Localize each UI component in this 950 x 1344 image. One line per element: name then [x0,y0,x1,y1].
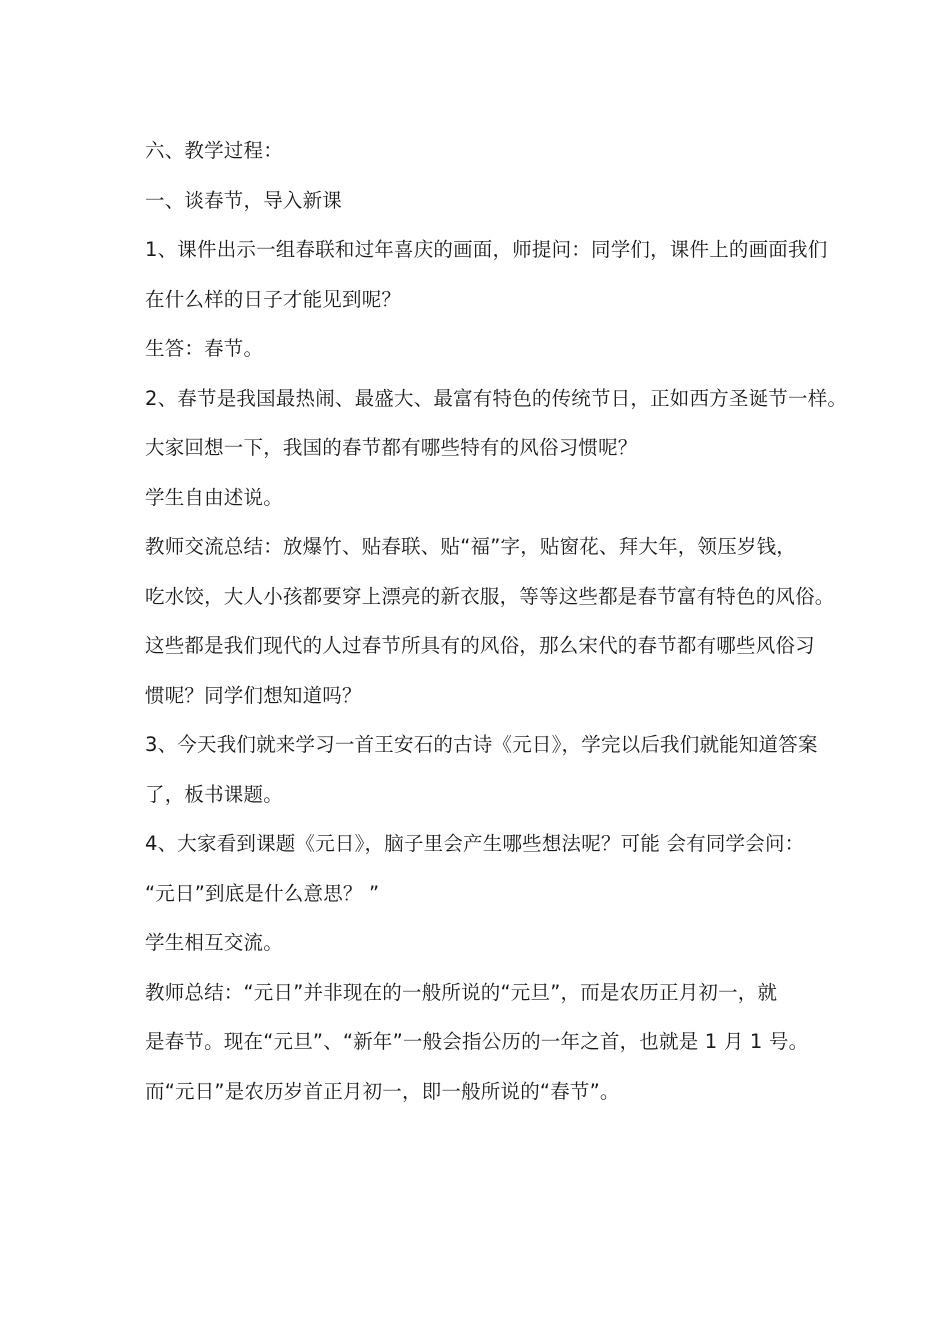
paragraph-line: 而“元日”是农历岁首正月初一，即一般所说的“春节”。 [145,1079,620,1103]
paragraph-line: 了，板书课题。 [145,782,283,806]
paragraph-line: 这些都是我们现代的人过春节所具有的风俗，那么宋代的春节都有哪些风俗习 [145,634,815,657]
paragraph-line: 在什么样的日子才能见到呢？ [145,287,402,311]
paragraph-line: 吃水饺，大人小孩都要穿上漂亮的新衣服，等等这些都是春节富有特色的风俗。 [145,584,835,608]
paragraph-line: 2、春节是我国最热闹、最盛大、最富有特色的传统节日，正如西方圣诞节一样。 [145,386,848,410]
paragraph-line: 教师总结：“元日”并非现在的一般所说的“元旦”，而是农历正月初一，就 [145,980,778,1004]
paragraph-line: 4、大家看到课题《元日》，脑子里会产生哪些想法呢？可能 会有同学会问： [145,832,805,855]
document-body [145,134,848,1124]
paragraph-line: 是春节。现在“元旦”、“新年”一般会指公历的一年之首，也就是 1 月 1 号。 [145,1030,809,1053]
paragraph-line: 3、今天我们就来学习一首王安石的古诗《元日》，学完以后我们就能知道答案 [145,733,818,756]
subsection-heading: 一、谈春节，导入新课 [145,188,343,212]
paragraph-line: 大家回想一下，我国的春节都有哪些特有的风俗习惯呢？ [145,436,638,459]
paragraph-line: 教师交流总结：放爆竹、贴春联、贴“福”字，贴窗花、拜大年，领压岁钱， [145,535,797,558]
section-heading: 六、教学过程： [145,139,283,162]
paragraph-line: 生答：春节。 [145,337,264,360]
paragraph-line: “元日”到底是什么意思？ ” [145,881,380,905]
paragraph-line: 学生相互交流。 [145,931,283,954]
paragraph-line: 惯呢？同学们想知道吗？ [145,683,362,707]
paragraph-line: 1、课件出示一组春联和过年喜庆的画面，师提问：同学们，课件上的画面我们 [145,238,828,261]
paragraph-line: 学生自由述说。 [145,485,283,509]
